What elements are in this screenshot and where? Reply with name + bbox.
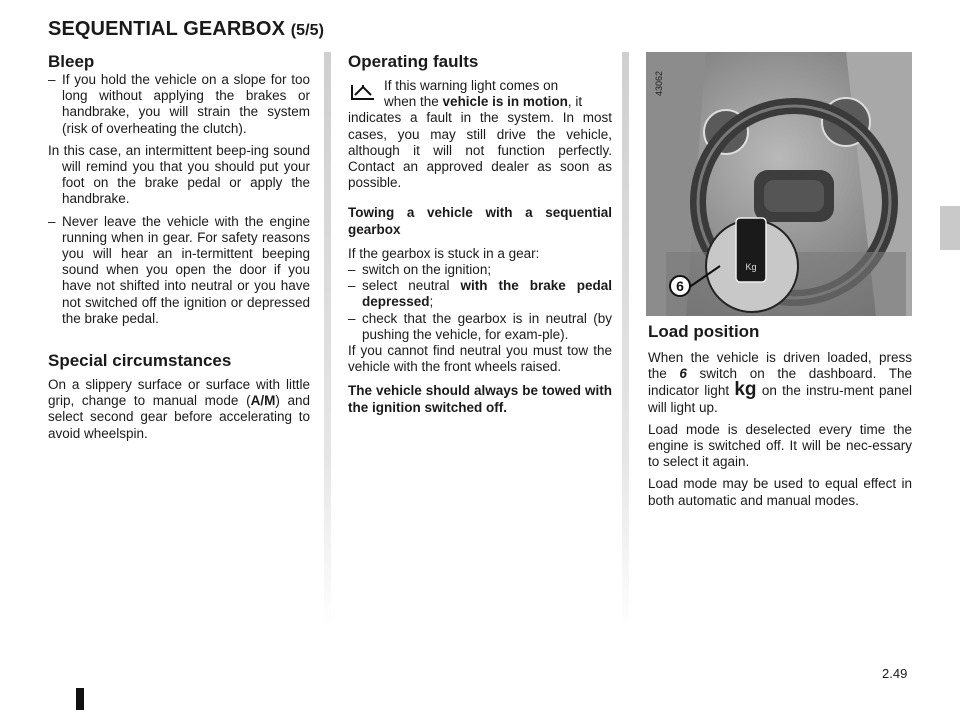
tow-step-3: – check that the gearbox is in neutral (by pushing the vehicle, for exam-ple).: [348, 310, 612, 342]
faults-heading: Operating faults: [348, 52, 479, 71]
tow-warning: The vehicle should always be towed with the ignition switched off.: [348, 383, 612, 415]
page-number: 2.49: [882, 666, 908, 681]
column-divider-1: [324, 52, 331, 632]
column-divider-2: [622, 52, 629, 632]
mode-label: A/M: [250, 393, 276, 409]
bleep-item-1-text: If you hold the vehicle on a slope for too long without applying the brakes or handbrake, you will strain the system (risk of overheating the clutch).: [62, 72, 310, 136]
bleep-paragraph: In this case, an intermittent beep-ing sound will remind you that you should put your foot on the brake pedal or apply the handbrake.: [48, 142, 310, 207]
column-left: [48, 52, 310, 442]
title-subtitle: (5/5): [290, 22, 325, 39]
page-title: [48, 18, 324, 41]
tow-paragraph: If you cannot find neutral you must tow the vehicle with the front wheels raised.: [348, 343, 612, 375]
bleep-item-1: – If you hold the vehicle on a slope for too long without applying the brakes or handbrake, you will strain the system (risk of overheating the clutch).: [48, 72, 310, 136]
load-heading: Load position: [648, 322, 760, 341]
load-paragraph-2: Load mode is deselected every time the engine is switched off. It will be nec-essary to select it again.: [648, 421, 912, 470]
load-paragraph-3: Load mode may be used to equal effect in both automatic and manual modes.: [648, 476, 912, 508]
tow-intro: If the gearbox is stuck in a gear:: [348, 245, 540, 261]
kg-indicator-icon: kg: [734, 379, 757, 401]
bleep-item-2-text: Never leave the vehicle with the engine running when in gear. For safety reasons you will hear an in-termittent beeping sound when you open the door if you have not shifted into neutral or you have not switched off the ignition or depressed the brake pedal.: [62, 213, 310, 326]
corner-mark: [76, 688, 84, 710]
bleep-heading: Bleep: [48, 52, 95, 71]
special-paragraph: On a slippery surface or surface with little grip, change to manual mode (A/M) and select second gear before accelerating to avoid wheelspin.: [48, 377, 310, 441]
load-paragraph-1: When the vehicle is driven loaded, press the 6 switch on the dashboard. The indicator light kg on the instru-ment panel will light up.: [648, 350, 912, 415]
dashboard-photo: [646, 52, 912, 316]
faults-paragraph: indicates a fault in the system. In most cases, you may still drive the vehicle, although it will not function perfectly. Contact an approved dealer as soon as possible.: [348, 110, 612, 191]
column-right: [648, 322, 912, 509]
faults-line2: when the vehicle is in motion, it: [384, 94, 583, 110]
special-heading: Special circumstances: [48, 351, 232, 371]
tow-heading: Towing a vehicle with a sequential gearbox: [348, 205, 612, 237]
bleep-item-2: – Never leave the vehicle with the engine running when in gear. For safety reasons you will hear an in-termittent beeping sound when you open the door if you have not shifted into neutral or you have not switched off the ignition or depressed the brake pedal.: [48, 213, 310, 326]
tow-step-2: – select neutral with the brake pedal depressed;: [348, 278, 612, 310]
section-side-tab: [940, 206, 960, 250]
column-middle: [348, 52, 612, 416]
photo-reference-number: 43062: [654, 70, 664, 96]
tow-step-1: – switch on the ignition;: [348, 262, 492, 278]
title-text: SEQUENTIAL GEARBOX: [48, 18, 286, 40]
photo-callout-number: 6: [676, 278, 684, 294]
faults-line1: If this warning light comes on: [384, 78, 559, 93]
photo-button-label: Kg: [745, 262, 757, 272]
